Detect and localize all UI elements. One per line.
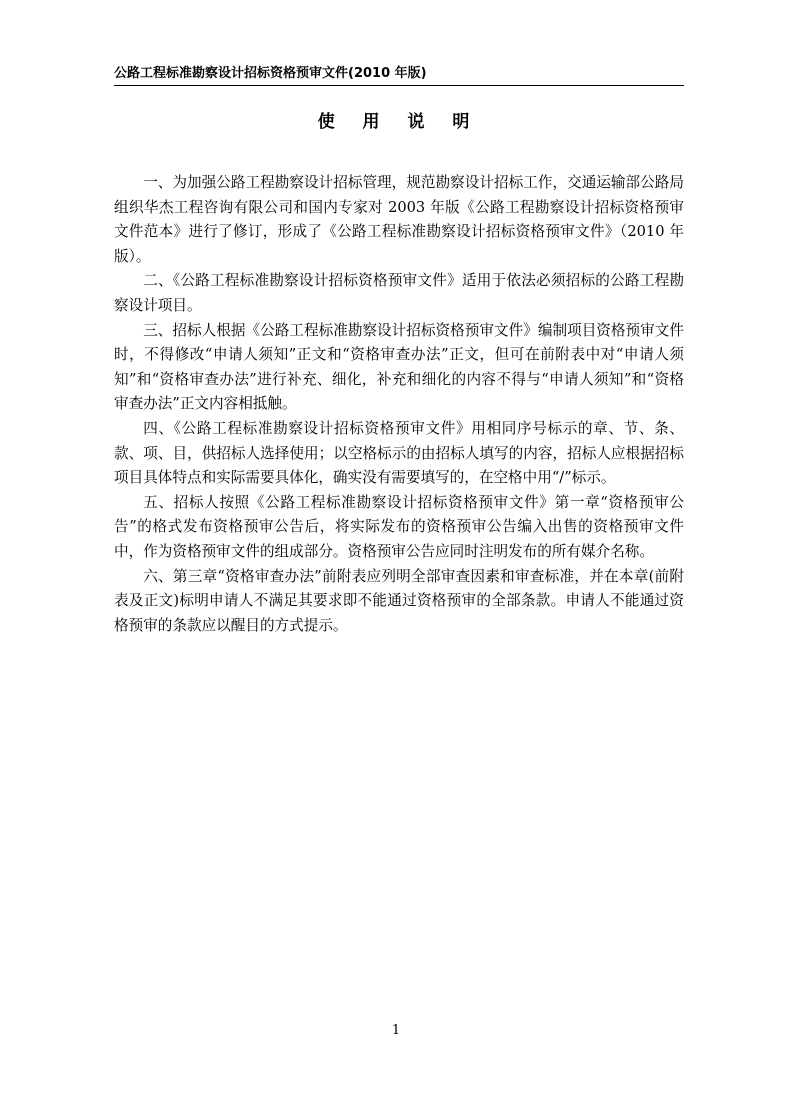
paragraph-3: 三、招标人根据《公路工程标准勘察设计招标资格预审文件》编制项目资格预审文件时，不得修改“申请人须知”正文和“资格审查办法”正文，但可在前附表中对“申请人须知”和“资格审查办法”进行补充、细化，补充和细化的内容不得与“申请人须知”和“资格审查办法”正文内容相抵触。 <box>114 321 684 413</box>
running-header: 公路工程标准勘察设计招标资格预审文件(2010 年版) <box>114 66 427 81</box>
document-title: 使 用 说 明 <box>317 112 481 132</box>
paragraph-2: 二、《公路工程标准勘察设计招标资格预审文件》适用于依法必须招标的公路工程勘察设计项目。 <box>114 272 684 314</box>
paragraph-1: 一、为加强公路工程勘察设计招标管理，规范勘察设计招标工作，交通运输部公路局组织华杰工程咨询有限公司和国内专家对 2003 年版《公路工程勘察设计招标资格预审文件范本》进行了修订，形成了《公路工程标准勘察设计招标资格预审文件》（2010 年版）。 <box>114 174 684 265</box>
page-number: 1 <box>391 1023 401 1038</box>
header-divider <box>114 85 684 86</box>
paragraph-6: 六、第三章“资格审查办法”前附表应列明全部审查因素和审查标准，并在本章(前附表及正文)标明申请人不满足其要求即不能通过资格预审的全部条款。申请人不能通过资格预审的条款应以醒目的方式提示。 <box>114 567 684 634</box>
paragraph-5: 五、招标人按照《公路工程标准勘察设计招标资格预审文件》第一章“资格预审公告”的格式发布资格预审公告后，将实际发布的资格预审公告编入出售的资格预审文件中，作为资格预审文件的组成部分。资格预审公告应同时注明发布的所有媒介名称。 <box>114 493 684 560</box>
paragraph-4: 四、《公路工程标准勘察设计招标资格预审文件》用相同序号标示的章、节、条、款、项、目，供招标人选择使用；以空格标示的由招标人填写的内容，招标人应根据招标项目具体特点和实际需要具体化，确实没有需要填写的，在空格中用“/”标示。 <box>114 419 684 487</box>
document-body <box>114 171 684 638</box>
